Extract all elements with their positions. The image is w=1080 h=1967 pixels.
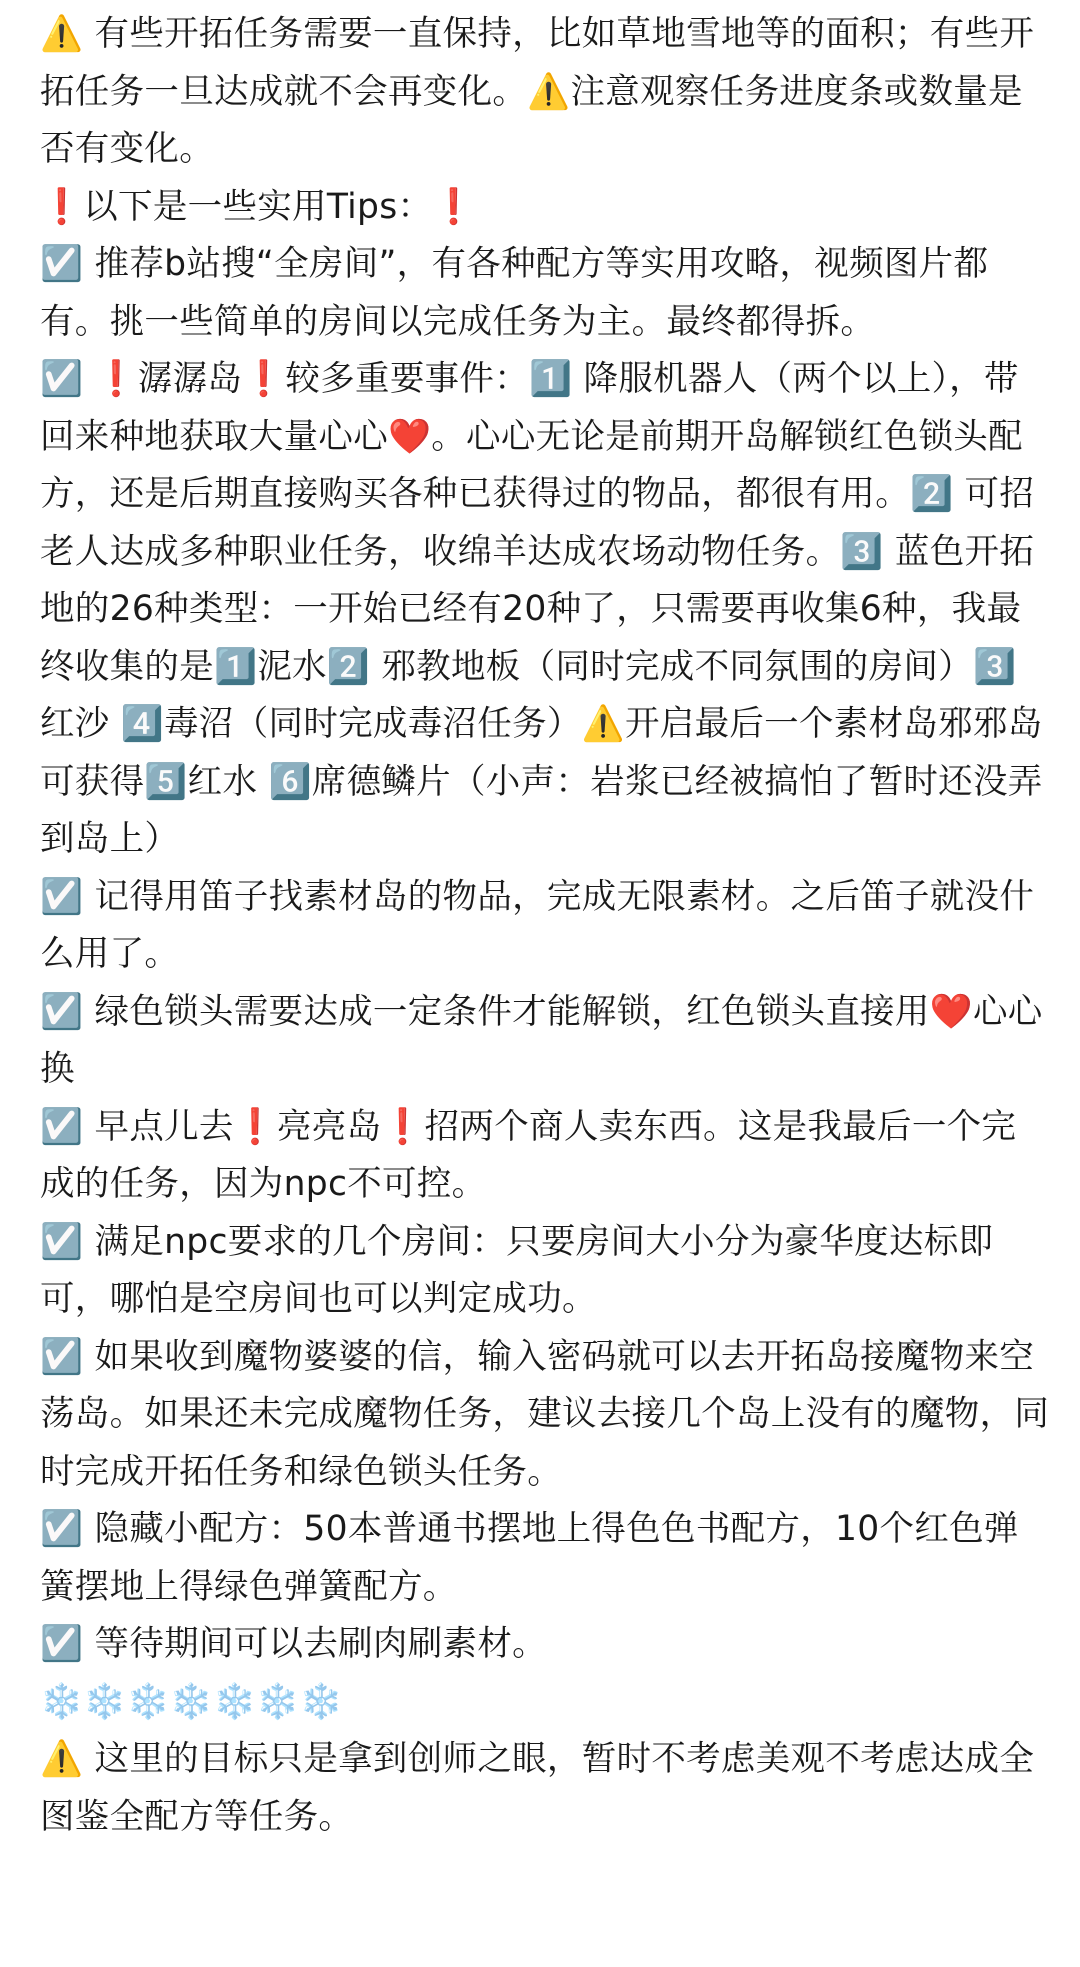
paragraph-tip-liangliang-island: ☑️ 早点儿去❗️亮亮岛❗️招两个商人卖东西。这是我最后一个完成的任务，因为npc不可控。 [40, 1106, 1017, 1204]
paragraph-tip-bilibili: ☑️ 推荐b站搜“全房间”，有各种配方等实用攻略，视频图片都有。挑一些简单的房间以完成任务为主。最终都得拆。 [40, 244, 989, 342]
snowflake-divider: ❄️❄️❄️❄️❄️❄️❄️ [40, 1681, 343, 1722]
paragraph-closing-warning: ⚠️ 这里的目标只是拿到创师之眼，暂时不考虑美观不考虑达成全图鉴全配方等任务。 [40, 1739, 1035, 1837]
paragraph-tip-chanchan-island: ☑️ ❗️潺潺岛❗️较多重要事件：1️⃣ 降服机器人（两个以上），带回来种地获取大量心心❤️。心心无论是前期开岛解锁红色锁头配方，还是后期直接购买各种已获得过的物品，都很有用。2️⃣ 可招老人达成多种职业任务，收绵羊达成农场动物任务。3️⃣ 蓝色开拓地的26种类型：一开始已经有20种了，只需要再收集6种，我最终收集的是1️⃣泥水2️⃣ 邪教地板（同时完成不同氛围的房间）3️⃣ 红沙 4️⃣毒沼（同时完成毒沼任务）⚠️开启最后一个素材岛邪邪岛可获得5️⃣红水 6️⃣席德鳞片（小声：岩浆已经被搞怕了暂时还没弄到岛上） [40, 359, 1043, 859]
paragraph-tip-flute: ☑️ 记得用笛子找素材岛的物品，完成无限素材。之后笛子就没什么用了。 [40, 876, 1035, 974]
paragraph-intro-warning: ⚠️ 有些开拓任务需要一直保持，比如草地雪地等的面积；有些开拓任务一旦达成就不会再变化。⚠️注意观察任务进度条或数量是否有变化。 [40, 14, 1035, 169]
paragraph-tip-locks: ☑️ 绿色锁头需要达成一定条件才能解锁，红色锁头直接用❤️心心换 [40, 991, 1043, 1089]
paragraph-tip-npc-rooms: ☑️ 满足npc要求的几个房间：只要房间大小分为豪华度达标即可，哪怕是空房间也可以判定成功。 [40, 1221, 994, 1319]
paragraph-tip-hidden-recipes: ☑️ 隐藏小配方：50本普通书摆地上得色色书配方，10个红色弹簧摆地上得绿色弹簧配方。 [40, 1509, 1019, 1607]
paragraph-tip-waiting: ☑️ 等待期间可以去刷肉刷素材。 [40, 1624, 547, 1664]
paragraph-tips-heading: ❗️以下是一些实用Tips：❗️ [40, 186, 476, 227]
paragraph-tip-monster-letter: ☑️ 如果收到魔物婆婆的信，输入密码就可以去开拓岛接魔物来空荡岛。如果还未完成魔物任务，建议去接几个岛上没有的魔物，同时完成开拓任务和绿色锁头任务。 [40, 1336, 1050, 1492]
